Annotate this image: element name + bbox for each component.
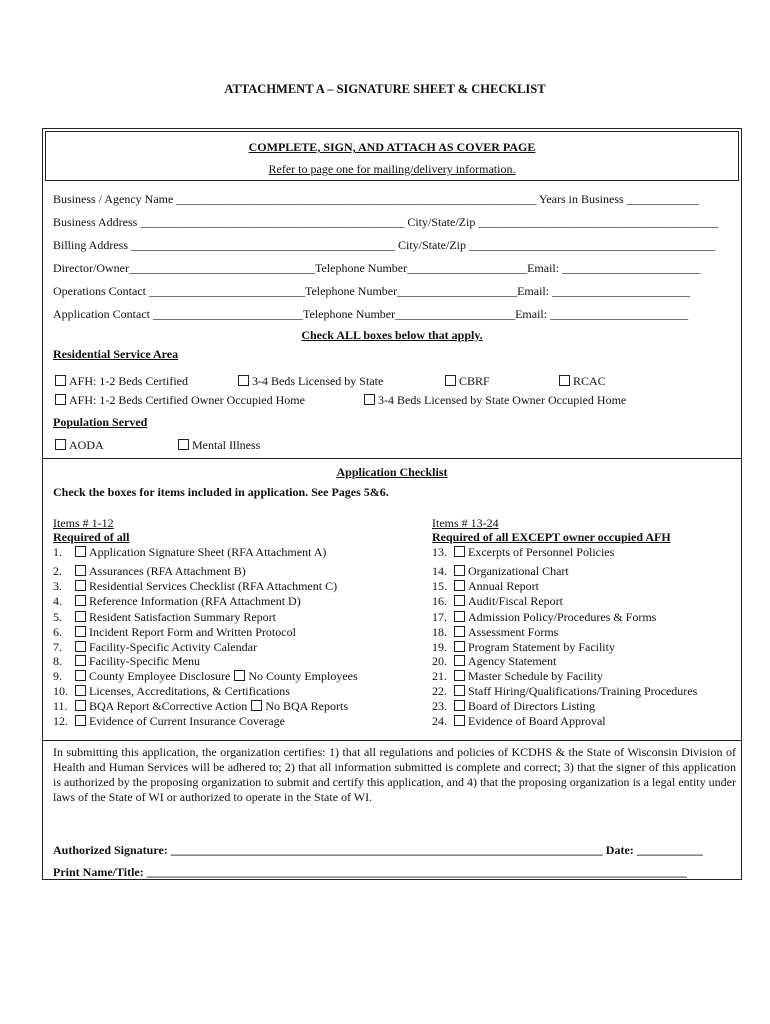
billing-address-field[interactable]: Billing Address ____________________________________________ City/State/Zip _________________________________________ (53, 238, 716, 252)
item-label: Program Statement by Facility (468, 640, 615, 654)
checkbox[interactable] (445, 375, 456, 386)
cbrf-option[interactable]: CBRF (445, 374, 490, 389)
item-number: 12. (53, 714, 68, 728)
checkbox[interactable] (454, 641, 465, 652)
checkbox[interactable] (75, 595, 86, 606)
checkbox[interactable] (454, 595, 465, 606)
afh-34-option[interactable]: 3-4 Beds Licensed by State (238, 374, 383, 389)
checkbox[interactable] (251, 700, 262, 711)
item-label: BQA Report &Corrective Action (89, 699, 248, 713)
checklist-item[interactable] (53, 545, 326, 560)
left-range: Items # 1-12 (53, 516, 114, 530)
checkbox[interactable] (75, 700, 86, 711)
checkbox[interactable] (75, 715, 86, 726)
checkbox[interactable] (55, 375, 66, 386)
checklist-item[interactable] (432, 699, 595, 714)
item-label: Facility-Specific Activity Calendar (89, 640, 257, 654)
checkbox[interactable] (75, 670, 86, 681)
item-label: Agency Statement (468, 654, 557, 668)
checkbox[interactable] (454, 611, 465, 622)
director-owner-field[interactable]: Director/Owner_______________________________Telephone Number____________________Email: _______________________ (53, 261, 701, 275)
divider (42, 458, 742, 459)
checkbox[interactable] (454, 670, 465, 681)
checkbox[interactable] (75, 626, 86, 637)
item-number: 19. (432, 640, 447, 654)
item-label: Master Schedule by Facility (468, 669, 603, 683)
item-label: Excerpts of Personnel Policies (468, 545, 615, 559)
checkbox[interactable] (234, 670, 245, 681)
checklist-item[interactable] (432, 564, 569, 579)
item-number: 2. (53, 564, 62, 578)
checkbox[interactable] (454, 715, 465, 726)
item-label: Organizational Chart (468, 564, 569, 578)
afh-34-owner-option[interactable]: 3-4 Beds Licensed by State Owner Occupied Home (364, 393, 626, 408)
item-label: Incident Report Form and Written Protocol (89, 625, 296, 639)
rcac-option[interactable]: RCAC (559, 374, 606, 389)
aoda-option[interactable]: AODA (55, 438, 104, 453)
item-label: Application Signature Sheet (RFA Attachment A) (89, 545, 327, 559)
item-number: 13. (432, 545, 447, 559)
checklist-heading: Application Checklist (336, 465, 448, 479)
checklist-item[interactable] (53, 610, 276, 625)
checklist-item[interactable] (432, 714, 606, 729)
afh-12-option[interactable]: AFH: 1-2 Beds Certified (55, 374, 188, 389)
checkbox[interactable] (178, 439, 189, 450)
checkbox[interactable] (75, 655, 86, 666)
item-extra-label: No County Employees (248, 669, 358, 683)
item-label: Residential Services Checklist (RFA Attachment C) (89, 579, 338, 593)
checkbox[interactable] (454, 655, 465, 666)
item-label: Licenses, Accreditations, & Certifications (89, 684, 290, 698)
checklist-item[interactable] (432, 640, 615, 655)
item-label: Facility-Specific Menu (89, 654, 200, 668)
item-label: Annual Report (468, 579, 539, 593)
item-label: County Employee Disclosure (89, 669, 231, 683)
checklist-item[interactable] (432, 579, 539, 594)
checkbox[interactable] (454, 626, 465, 637)
item-label: Board of Directors Listing (468, 699, 595, 713)
checkbox[interactable] (454, 546, 465, 557)
checklist-item[interactable] (53, 625, 296, 640)
item-label: Evidence of Board Approval (468, 714, 606, 728)
item-number: 11. (53, 699, 68, 713)
afh-12-owner-option[interactable]: AFH: 1-2 Beds Certified Owner Occupied Home (55, 393, 305, 408)
item-number: 16. (432, 594, 447, 608)
checklist-item[interactable] (53, 640, 257, 655)
business-address-field[interactable]: Business Address ____________________________________________ City/State/Zip ________________________________________ (53, 215, 719, 229)
item-label: Reference Information (RFA Attachment D) (89, 594, 301, 608)
item-number: 4. (53, 594, 62, 608)
item-label: Assessment Forms (468, 625, 559, 639)
item-number: 3. (53, 579, 62, 593)
item-number: 8. (53, 654, 62, 668)
checkbox[interactable] (238, 375, 249, 386)
check-all-note: Check ALL boxes below that apply. (301, 328, 483, 342)
item-extra-label: No BQA Reports (265, 699, 348, 713)
right-range: Items # 13-24 (432, 516, 499, 530)
checklist-item[interactable] (53, 669, 358, 684)
checkbox[interactable] (559, 375, 570, 386)
checklist-item[interactable] (432, 669, 603, 684)
checklist-item[interactable] (53, 684, 290, 699)
mental-illness-option[interactable]: Mental Illness (178, 438, 260, 453)
right-required: Required of all EXCEPT owner occupied AFH (432, 530, 671, 544)
item-number: 24. (432, 714, 447, 728)
item-label: Resident Satisfaction Summary Report (89, 610, 276, 624)
checkbox[interactable] (55, 439, 66, 450)
item-number: 1. (53, 545, 62, 559)
population-heading: Population Served (53, 415, 148, 429)
item-number: 20. (432, 654, 447, 668)
checklist-item[interactable] (53, 594, 301, 609)
checklist-item[interactable] (432, 594, 563, 609)
item-label: Assurances (RFA Attachment B) (89, 564, 246, 578)
checklist-item[interactable] (432, 545, 614, 560)
checkbox[interactable] (454, 700, 465, 711)
checkbox[interactable] (75, 641, 86, 652)
operations-contact-field[interactable]: Operations Contact __________________________Telephone Number____________________Email: _______________________ (53, 284, 691, 298)
checkbox[interactable] (454, 565, 465, 576)
checkbox[interactable] (75, 565, 86, 576)
checkbox[interactable] (55, 394, 66, 405)
business-name-field[interactable]: Business / Agency Name ____________________________________________________________ Years in Business ____________ (53, 192, 699, 206)
cover-subheading: Refer to page one for mailing/delivery information. (268, 162, 516, 176)
item-number: 7. (53, 640, 62, 654)
checkbox[interactable] (364, 394, 375, 405)
checklist-item[interactable] (432, 625, 558, 640)
checkbox[interactable] (75, 685, 86, 696)
checklist-item[interactable] (432, 654, 556, 669)
item-label: Audit/Fiscal Report (468, 594, 563, 608)
checkbox[interactable] (75, 611, 86, 622)
item-number: 6. (53, 625, 62, 639)
print-name-field[interactable]: Print Name/Title: __________________________________________________________________________________________ (53, 865, 687, 879)
item-number: 18. (432, 625, 447, 639)
item-label: Evidence of Current Insurance Coverage (89, 714, 285, 728)
checkbox[interactable] (454, 580, 465, 591)
item-number: 17. (432, 610, 447, 624)
application-contact-field[interactable]: Application Contact _________________________Telephone Number____________________Email: _______________________ (53, 307, 689, 321)
checklist-item[interactable] (53, 654, 200, 669)
checklist-item[interactable] (53, 579, 337, 594)
item-number: 10. (53, 684, 68, 698)
item-number: 14. (432, 564, 447, 578)
item-number: 15. (432, 579, 447, 593)
divider (42, 740, 742, 741)
checkbox[interactable] (454, 685, 465, 696)
page-title: ATTACHMENT A – SIGNATURE SHEET & CHECKLIST (224, 82, 546, 96)
item-number: 21. (432, 669, 447, 683)
checkbox[interactable] (75, 580, 86, 591)
checklist-item[interactable] (53, 699, 348, 714)
item-label: Admission Policy/Procedures & Forms (468, 610, 657, 624)
item-number: 23. (432, 699, 447, 713)
left-required: Required of all (53, 530, 130, 544)
item-number: 9. (53, 669, 62, 683)
item-number: 22. (432, 684, 447, 698)
item-label: Staff Hiring/Qualifications/Training Procedures (468, 684, 698, 698)
item-number: 5. (53, 610, 62, 624)
authorized-signature-field[interactable]: Authorized Signature: ________________________________________________________________________ Date: ___________ (53, 843, 703, 857)
checklist-item[interactable] (53, 564, 246, 579)
certification-text: In submitting this application, the organization certifies: 1) that all regulations and policies of KCDHS & the State of Wisconsin Division of Health and Human Services will be adhered to; 2) that all information submitted is complete and correct; 3) that the signer of this application is authorized by the proposing organization to submit and certify this application, and 4) that the proposing organization is a legal entity under laws of the State of WI or authorized to operate in the State of WI. (53, 745, 736, 804)
checklist-item[interactable] (432, 610, 656, 625)
checklist-item[interactable] (53, 714, 285, 729)
checklist-item[interactable] (432, 684, 697, 699)
cover-heading: COMPLETE, SIGN, AND ATTACH AS COVER PAGE (248, 140, 536, 154)
checkbox[interactable] (75, 546, 86, 557)
residential-heading: Residential Service Area (53, 347, 179, 361)
checklist-instructions: Check the boxes for items included in application. See Pages 5&6. (53, 485, 389, 499)
